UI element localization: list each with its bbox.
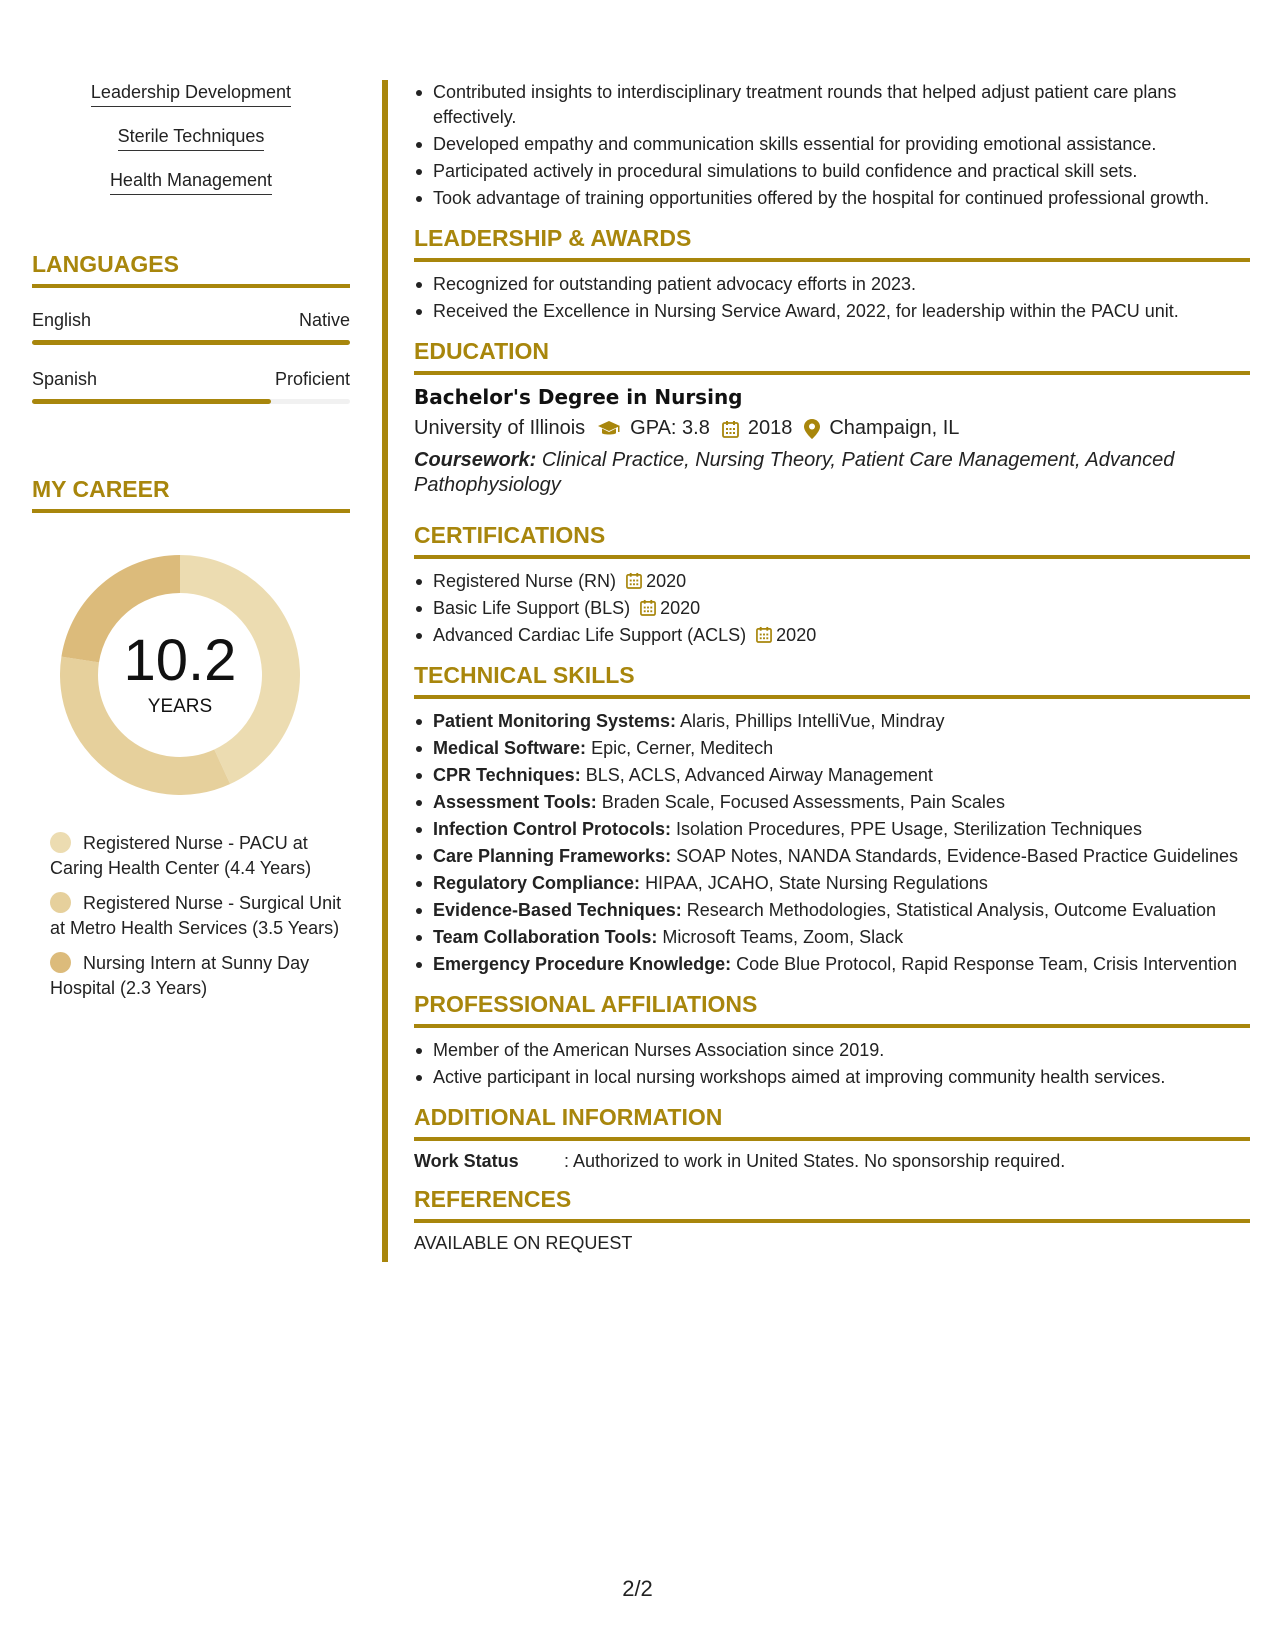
technical-skill-value: Braden Scale, Focused Assessments, Pain Scales xyxy=(601,792,1005,812)
career-section xyxy=(32,476,350,1001)
graduation-year: 2018 xyxy=(747,417,793,439)
page-number: 2/2 xyxy=(622,1576,653,1601)
coursework xyxy=(414,448,1250,498)
bullet-item: Developed empathy and communication skills essential for providing emotional assistance. xyxy=(414,132,1250,157)
graduation-cap-icon xyxy=(597,420,621,438)
technical-skill-item xyxy=(414,736,1250,761)
bullet-item: Recognized for outstanding patient advocacy efforts in 2023. xyxy=(414,272,1250,297)
affiliations-heading: PROFESSIONAL AFFILIATIONS xyxy=(414,991,1250,1028)
technical-skill-value: Code Blue Protocol, Rapid Response Team, Crisis Intervention xyxy=(736,954,1238,974)
certification-name: Advanced Cardiac Life Support (ACLS) xyxy=(433,625,747,645)
technical-skill-label: Emergency Procedure Knowledge: xyxy=(433,954,732,974)
certifications-heading: CERTIFICATIONS xyxy=(414,522,1250,559)
location-pin-icon xyxy=(804,419,820,439)
references-heading: REFERENCES xyxy=(414,1186,1250,1223)
bullet-item: Member of the American Nurses Association since 2019. xyxy=(414,1038,1250,1063)
legend-dot xyxy=(50,892,71,913)
technical-skill-item xyxy=(414,871,1250,896)
certification-item xyxy=(414,596,1250,621)
career-donut-chart xyxy=(60,555,300,795)
career-legend-label: Registered Nurse - PACU at Caring Health Center (4.4 Years) xyxy=(50,833,312,878)
technical-skill-item xyxy=(414,952,1250,977)
left-column xyxy=(32,82,350,1011)
technical-skills-heading: TECHNICAL SKILLS xyxy=(414,662,1250,699)
right-column xyxy=(414,80,1250,1254)
career-total-unit: YEARS xyxy=(147,696,213,717)
bullet-item: Active participant in local nursing workshops aimed at improving community health services. xyxy=(414,1065,1250,1090)
skill-item: Sterile Techniques xyxy=(118,126,265,151)
technical-skill-label: Evidence-Based Techniques: xyxy=(433,900,682,920)
experience-bullets xyxy=(414,80,1250,211)
work-status-row xyxy=(414,1151,1250,1172)
technical-skill-value: Epic, Cerner, Meditech xyxy=(591,738,774,758)
career-total-years: 10.2 xyxy=(123,628,237,693)
technical-skill-label: Patient Monitoring Systems: xyxy=(433,711,677,731)
legend-dot xyxy=(50,952,71,973)
certification-year: 2020 xyxy=(646,571,687,591)
legend-dot xyxy=(50,832,71,853)
calendar-icon xyxy=(756,626,772,643)
language-level: Proficient xyxy=(274,369,350,389)
bullet-item: Contributed insights to interdisciplinary treatment rounds that helped adjust patient care plans effectively. xyxy=(414,80,1250,130)
additional-info-heading: ADDITIONAL INFORMATION xyxy=(414,1104,1250,1141)
certification-name: Registered Nurse (RN) xyxy=(433,571,617,591)
skill-item: Health Management xyxy=(110,170,272,195)
technical-skill-label: Care Planning Frameworks: xyxy=(433,846,672,866)
certification-item xyxy=(414,569,1250,594)
awards-heading: LEADERSHIP & AWARDS xyxy=(414,225,1250,262)
calendar-icon xyxy=(722,420,739,438)
coursework-value: Clinical Practice, Nursing Theory, Patient Care Management, Advanced Pathophysiology xyxy=(414,449,1175,496)
calendar-icon xyxy=(626,572,642,589)
technical-skill-value: Research Methodologies, Statistical Analysis, Outcome Evaluation xyxy=(686,900,1217,920)
language-item xyxy=(32,310,350,345)
language-proficiency-fill xyxy=(32,399,271,404)
career-legend-label: Nursing Intern at Sunny Day Hospital (2.3 Years) xyxy=(50,953,310,998)
language-proficiency-fill xyxy=(32,340,350,345)
education-heading: EDUCATION xyxy=(414,338,1250,375)
technical-skills-list xyxy=(414,709,1250,977)
technical-skill-value: Microsoft Teams, Zoom, Slack xyxy=(662,927,904,947)
technical-skill-value: BLS, ACLS, Advanced Airway Management xyxy=(585,765,933,785)
technical-skill-value: HIPAA, JCAHO, State Nursing Regulations xyxy=(645,873,988,893)
technical-skill-value: SOAP Notes, NANDA Standards, Evidence-Based Practice Guidelines xyxy=(676,846,1239,866)
awards-list xyxy=(414,272,1250,324)
technical-skill-item xyxy=(414,898,1250,923)
certification-name: Basic Life Support (BLS) xyxy=(433,598,631,618)
technical-skill-label: Assessment Tools: xyxy=(433,792,597,812)
language-name: English xyxy=(32,310,92,330)
technical-skill-value: Alaris, Phillips IntelliVue, Mindray xyxy=(680,711,945,731)
technical-skill-label: Medical Software: xyxy=(433,738,587,758)
technical-skill-item xyxy=(414,844,1250,869)
technical-skill-item xyxy=(414,790,1250,815)
technical-skill-value: Isolation Procedures, PPE Usage, Sterilization Techniques xyxy=(676,819,1142,839)
calendar-icon xyxy=(640,599,656,616)
coursework-label: Coursework: xyxy=(414,449,537,471)
language-proficiency-bar xyxy=(32,399,350,404)
career-legend-item xyxy=(50,831,350,881)
affiliations-list xyxy=(414,1038,1250,1090)
bullet-item: Received the Excellence in Nursing Service Award, 2022, for leadership within the PACU unit. xyxy=(414,299,1250,324)
career-legend-item xyxy=(50,891,350,941)
skill-list xyxy=(32,82,350,214)
language-item xyxy=(32,369,350,404)
career-legend xyxy=(32,831,350,1001)
career-legend-item xyxy=(50,951,350,1001)
school-name: University of Illinois xyxy=(414,417,586,439)
work-status-label: Work Status xyxy=(414,1151,519,1171)
technical-skill-item xyxy=(414,817,1250,842)
languages-heading: LANGUAGES xyxy=(32,251,350,288)
references-text: AVAILABLE ON REQUEST xyxy=(414,1233,633,1253)
certification-item xyxy=(414,623,1250,648)
technical-skill-item xyxy=(414,709,1250,734)
technical-skill-label: CPR Techniques: xyxy=(433,765,581,785)
certification-year: 2020 xyxy=(776,625,817,645)
certifications-list xyxy=(414,569,1250,648)
bullet-item: Participated actively in procedural simulations to build confidence and practical skill sets. xyxy=(414,159,1250,184)
degree-title: Bachelor's Degree in Nursing xyxy=(414,385,743,409)
technical-skill-label: Regulatory Compliance: xyxy=(433,873,641,893)
gpa: GPA: 3.8 xyxy=(630,417,710,439)
career-heading: MY CAREER xyxy=(32,476,350,513)
technical-skill-label: Team Collaboration Tools: xyxy=(433,927,658,947)
certification-year: 2020 xyxy=(660,598,701,618)
education-meta xyxy=(414,417,1250,440)
skill-item: Leadership Development xyxy=(91,82,291,107)
work-status-value: : Authorized to work in United States. No sponsorship required. xyxy=(564,1151,1066,1171)
language-proficiency-bar xyxy=(32,340,350,345)
bullet-item: Took advantage of training opportunities offered by the hospital for continued professional growth. xyxy=(414,186,1250,211)
technical-skill-item xyxy=(414,925,1250,950)
language-name: Spanish xyxy=(32,369,98,389)
technical-skill-item xyxy=(414,763,1250,788)
technical-skill-label: Infection Control Protocols: xyxy=(433,819,671,839)
career-legend-label: Registered Nurse - Surgical Unit at Metro Health Services (3.5 Years) xyxy=(50,893,342,938)
school-location: Champaign, IL xyxy=(829,417,960,439)
languages-section xyxy=(32,251,350,404)
language-level: Native xyxy=(298,310,350,330)
column-divider xyxy=(382,80,388,1262)
